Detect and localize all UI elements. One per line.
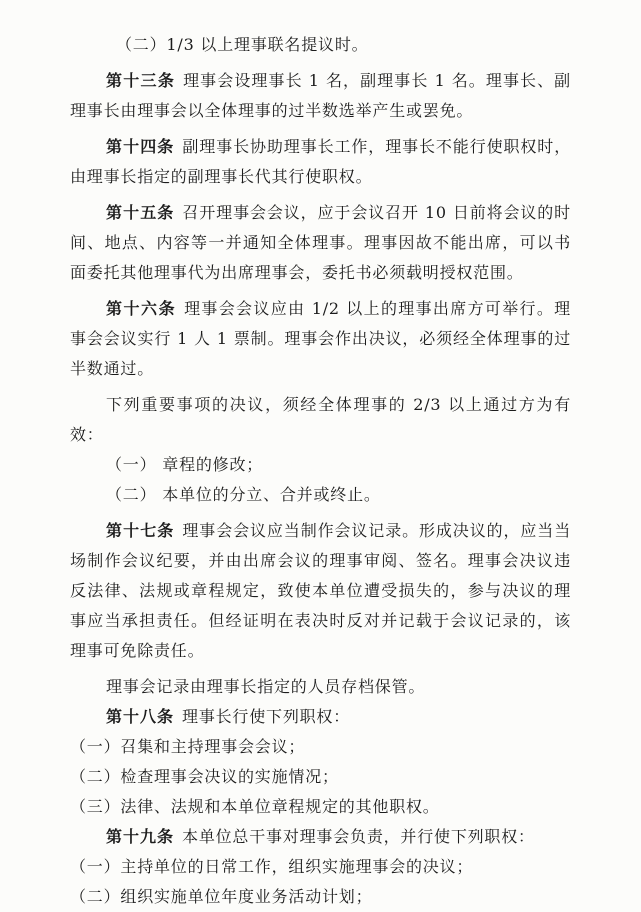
- list-item: （二）检查理事会决议的实施情况；: [70, 767, 339, 786]
- article-13: [70, 66, 571, 126]
- article-body: 理事会设理事长 1 名，副理事长 1 名。理事长、副理事长由理事会以全体理事的过半数选举产生或罢免。: [70, 71, 571, 120]
- article-16: [70, 294, 571, 384]
- list-item: （二）组织实施单位年度业务活动计划；: [70, 887, 373, 906]
- article-16-paragraph: 下列重要事项的决议，须经全体理事的 2/3 以上通过方为有效：: [70, 395, 571, 444]
- article-14: [70, 132, 571, 192]
- article-body: 理事长行使下列职权：: [182, 707, 351, 726]
- list-item: （三）法律、法规和本单位章程规定的其他职权。: [70, 797, 440, 816]
- article-18: [70, 702, 571, 732]
- article-body: 理事会会议应当制作会议记录。形成决议的，应当当场制作会议纪要，并由出席会议的理事审阅、签名。理事会决议违反法律、法规或章程规定，致使本单位遭受损失的，参与决议的理事应当承担责任。但经证明在表决时反对并记载于会议记录的，该理事可免除责任。: [70, 521, 571, 660]
- list-item: （一） 章程的修改；: [106, 455, 264, 474]
- article-heading: 第十六条: [106, 299, 177, 318]
- article-body: 召开理事会会议，应于会议召开 10 日前将会议的时间、地点、内容等一并通知全体理事。理事因故不能出席，可以书面委托其他理事代为出席理事会，委托书必须载明授权范围。: [70, 203, 571, 282]
- article-15: [70, 198, 571, 288]
- article-19: [70, 822, 571, 852]
- article-heading: 第十四条: [106, 137, 175, 156]
- article-body: 理事会会议应由 1/2 以上的理事出席方可举行。理事会会议实行 1 人 1 票制。理事会作出决议，必须经全体理事的过半数通过。: [70, 299, 571, 378]
- article-heading: 第十八条: [106, 707, 175, 726]
- article-17: [70, 516, 571, 666]
- list-item: （二） 本单位的分立、合并或终止。: [106, 485, 381, 504]
- article-heading: 第十九条: [106, 827, 175, 846]
- list-item: （一）主持单位的日常工作，组织实施理事会的决议；: [70, 857, 474, 876]
- article-heading: 第十三条: [106, 71, 176, 90]
- article-17-paragraph: 理事会记录由理事长指定的人员存档保管。: [106, 677, 426, 696]
- clause-line: （二）1/3 以上理事联名提议时。: [116, 35, 369, 54]
- article-heading: 第十五条: [106, 203, 175, 222]
- list-item: （一）召集和主持理事会会议；: [70, 737, 306, 756]
- article-heading: 第十七条: [106, 521, 175, 540]
- article-body: 副理事长协助理事长工作，理事长不能行使职权时，由理事长指定的副理事长代其行使职权。: [70, 137, 571, 186]
- article-body: 本单位总干事对理事会负责，并行使下列职权：: [182, 827, 535, 846]
